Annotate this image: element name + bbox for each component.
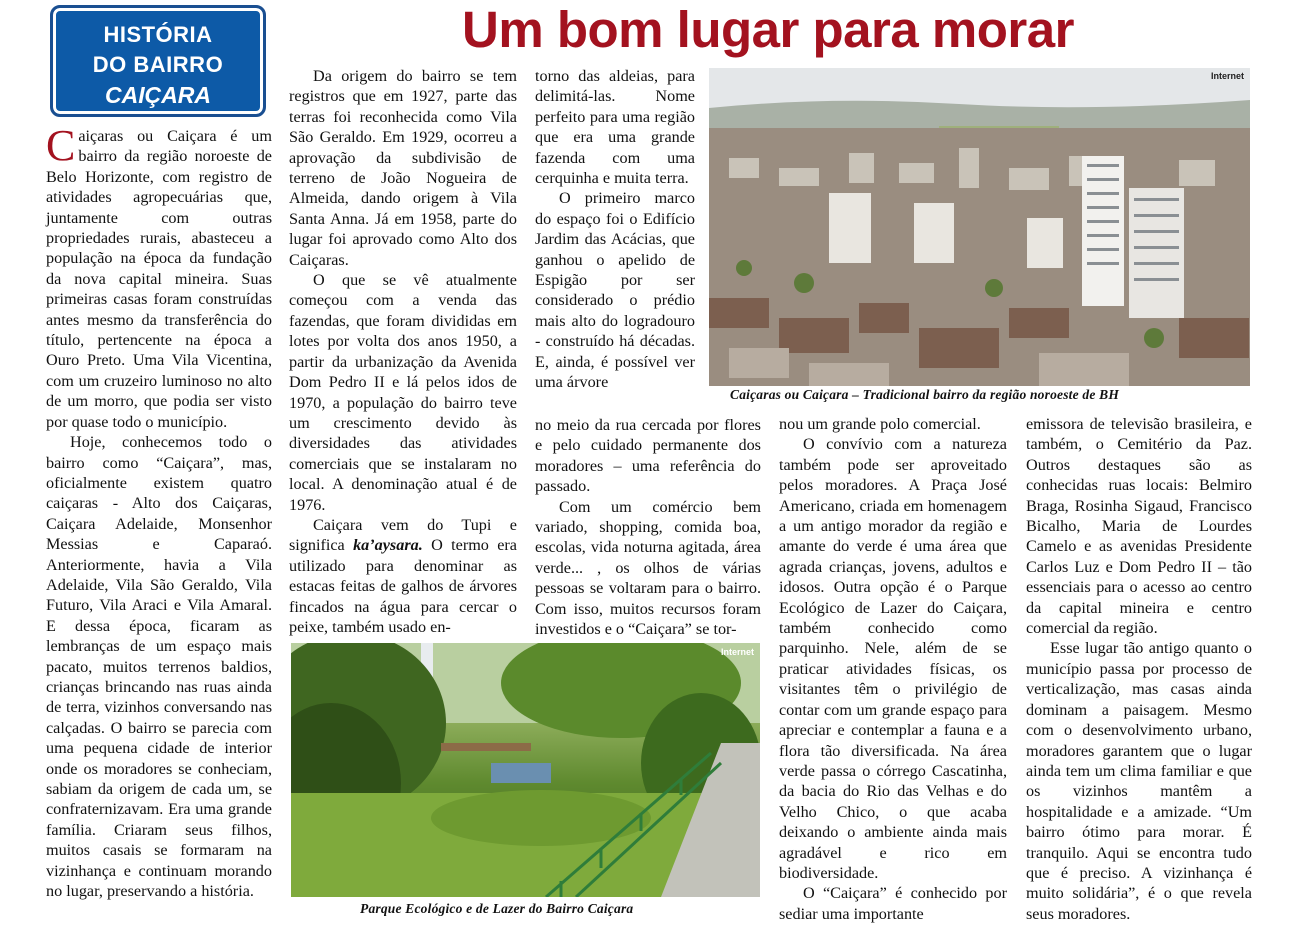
paragraph: O que se vê atualmente começou com a venda das fazendas, que foram divididas em lotes por volta dos anos 1950, a partir da urbanização da Avenida Dom Pedro II e lá pelos idos de 1970, a população do bairro teve um crescimento devido às diversidades das atividades comerciais que se instalaram no local. A denominação atual é de 1976.	[289, 271, 517, 514]
park-illustration	[291, 643, 760, 897]
drop-cap: C	[46, 121, 76, 170]
paragraph: O primeiro marco do espaço foi o Edifício Jardim das Acácias, que ganhou o apelido de Espigão por ser considerado o prédio mais alto do logradouro - construído há décadas. E, ainda, é possível ver uma árvore	[535, 189, 695, 392]
paragraph: O “Caiçara” é conhecido por sediar uma importante	[779, 884, 1007, 923]
article-column-4	[779, 414, 1007, 924]
paragraph: torno das aldeias, para delimitá-las. Nome perfeito para uma região que era uma grande fazenda com uma cerquinha e muita terra.	[535, 67, 695, 188]
article-column-3-lower	[535, 415, 761, 639]
article-column-1	[46, 121, 272, 901]
article-column-5	[1026, 414, 1252, 924]
photo-credit: Internet	[720, 647, 754, 657]
neighborhood-history-sign	[50, 5, 266, 117]
ecological-park-photo	[291, 643, 760, 897]
paragraph: no meio da rua cercada por flores e pelo cuidado permanente dos moradores – uma referência do passado.	[535, 416, 761, 496]
aerial-neighborhood-photo	[709, 68, 1250, 386]
photo-caption: Caiçaras ou Caiçara – Tradicional bairro da região noroeste de BH	[730, 387, 1120, 402]
article-column-3-upper	[535, 66, 695, 393]
paragraph: O convívio com a natureza também pode ser aproveitado pelos moradores. A Praça José Americano, criada em homenagem a um antigo morador da região e amante do verde é uma área que agrada crianças, jovens, adultos e idosos. Outra opção é o Parque Ecológico de Lazer do Caiçara, também conhecido como parquinho. Nele, além de se praticar atividades físicas, os visitantes têm o privilégio de contar com um grande espaço para apreciar e contemplar a fauna e a flora tão diversificada. Na área verde passa o córrego Cascatinha, da bacia do Rio das Velhas e do Velho Chico, o que acaba deixando o ambiente ainda mais agradável e rico em biodiversidade.	[779, 435, 1007, 882]
paragraph: Caiçaras ou Caiçara é um bairro da região noroeste de Belo Horizonte, com registro de atividades agropecuárias que, juntamente com outras propriedades rurais, abasteceu a população na época da fundação da nova capital mineira. Suas primeiras casas foram construídas antes mesmo da transferência do título, pertencente na época a Ouro Preto. Uma Vila Vicentina, com um cruzeiro luminoso no alto de um morro, que podia ser visto por quase todo o município.	[46, 121, 272, 431]
sign-line-2: DO BAIRRO	[92, 52, 224, 77]
article-column-2	[289, 66, 517, 637]
photo-caption: Parque Ecológico e de Lazer do Bairro Caiçara	[360, 901, 634, 916]
paragraph: Esse lugar tão antigo quanto o município passa por processo de verticalização, mas casas ainda dominam a paisagem. Mesmo com o desenvolvimento urbano, moradores garantem que o lugar ainda tem um clima familiar e que os vizinhos mantêm a hospitalidade e a amizade. “Um bairro ótimo para morar. É tranquilo. Aqui se encontra tudo que é preciso. A vizinhança é muito solidária”, é o que revela seus moradores.	[1026, 639, 1252, 923]
paragraph: Da origem do bairro se tem registros que em 1927, parte das terras foi reconhecida como Vila São Geraldo. Em 1929, ocorreu a aprovação da subdivisão de terreno de João Nogueira de Almeida, dando origem à Vila Santa Anna. Já em 1958, parte do lugar foi aprovado como Alto dos Caiçaras.	[289, 67, 517, 269]
article-headline: Um bom lugar para morar	[462, 1, 1074, 58]
photo-credit: Internet	[1210, 71, 1244, 81]
paragraph: Hoje, conhecemos todo o bairro como “Caiçara”, mas, oficialmente existem quatro caiçaras - Alto dos Caiçaras, Caiçara Adelaide, Monsenhor Messias e Caparaó. Anteriormente, havia a Vila Adelaide, Vila São Geraldo, Vila Futuro, Vila Araci e Vila Amaral. E dessa época, ficaram as lembranças de um espaço mais pacato, muitos terrenos baldios, crianças brincando nas ruas ainda de terra, vizinhos conversando nas calçadas. O bairro se parecia com uma pequena cidade de interior onde os moradores se conheciam, sabiam da origem de cada um, se confraternizavam. Era uma grande família. Criaram seus filhos, muitos casais se formaram na vizinhança e continuam morando no lugar, preservando a história.	[46, 433, 272, 901]
paragraph: Com um comércio bem variado, shopping, comida boa, escolas, vida noturna agitada, área verde... , os olhos de várias pessoas se voltaram para o bairro. Com isso, muitos recursos foram investidos e o “Caiçara” se tor-	[535, 497, 761, 639]
paragraph: Caiçara vem do Tupi e significa ka’aysara. O termo era utilizado para denominar as estacas feitas de galhos de árvores fincados na água para cercar o peixe, também usado en-	[289, 515, 517, 636]
sign-line-1: HISTÓRIA	[103, 22, 213, 47]
paragraph: nou um grande polo comercial.	[779, 415, 981, 433]
sign-line-3: CAIÇARA	[104, 82, 212, 108]
paragraph: emissora de televisão brasileira, e também, o Cemitério da Paz. Outros destaques são as conhecidas ruas locais: Belmiro Braga, Rosinha Sigaud, Francisco Bicalho, Maria de Lourdes Camelo e as avenidas Presidente Carlos Luz e Dom Pedro II – tão essenciais para o acesso ao centro da capital mineira e centro comercial da região.	[1026, 415, 1252, 638]
city-skyline-illustration	[709, 68, 1250, 386]
